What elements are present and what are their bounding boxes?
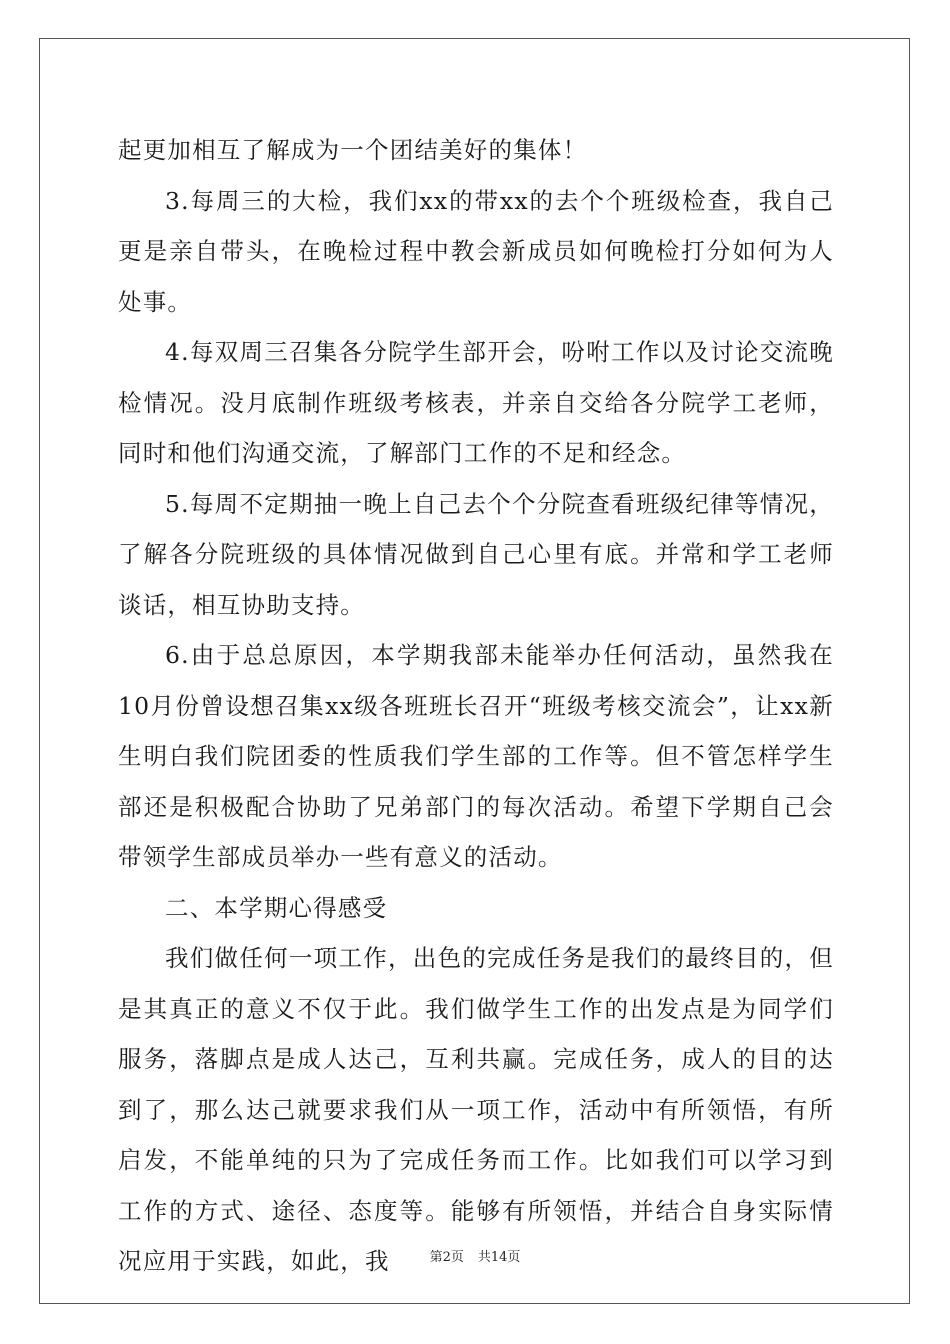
document-body — [118, 125, 834, 1287]
page-number: 第2页 — [429, 1250, 464, 1265]
paragraph-6: 我们做任何一项工作，出色的完成任务是我们的最终目的，但是其真正的意义不仅于此。我们做学生工作的出发点是为同学们服务，落脚点是成人达己，互利共赢。完成任务，成人的目的达到了，那么达己就要求我们从一项工作，活动中有所领悟，有所启发，不能单纯的只为了完成任务而工作。比如我们可以学习到工作的方式、途径、态度等。能够有所领悟，并结合自身实际情况应用于实践，如此，我 — [118, 944, 834, 1275]
paragraph-4: 5.每周不定期抽一晚上自己去个个分院查看班级纪律等情况，了解各分院班级的具体情况做到自己心里有底。并常和学工老师谈话，相互协助支持。 — [118, 489, 834, 619]
paragraph-5: 6.由于总总原因，本学期我部未能举办任何活动，虽然我在10月份曾设想召集xx级各班班长召开“班级考核交流会”，让xx新生明白我们院团委的性质我们学生部的工作等。但不管怎样学生部还是积极配合协助了兄弟部门的每次活动。希望下学期自己会带领学生部成员举办一些有意义的活动。 — [118, 641, 834, 871]
page-total: 共14页 — [477, 1250, 521, 1265]
paragraph-1: 起更加相互了解成为一个团结美好的集体！ — [118, 136, 588, 164]
paragraph-2: 3.每周三的大检，我们xx的带xx的去个个班级检查，我自己更是亲自带头，在晚检过程中教会新成员如何晚检打分如何为人处事。 — [118, 186, 834, 316]
page-footer — [0, 1246, 950, 1265]
section-heading: 二、本学期心得感受 — [165, 893, 388, 922]
paragraph-3: 4.每双周三召集各分院学生部开会，吩咐工作以及讨论交流晚检情况。没月底制作班级考核表，并亲自交给各分院学工老师，同时和他们沟通交流，了解部门工作的不足和经念。 — [118, 338, 834, 467]
